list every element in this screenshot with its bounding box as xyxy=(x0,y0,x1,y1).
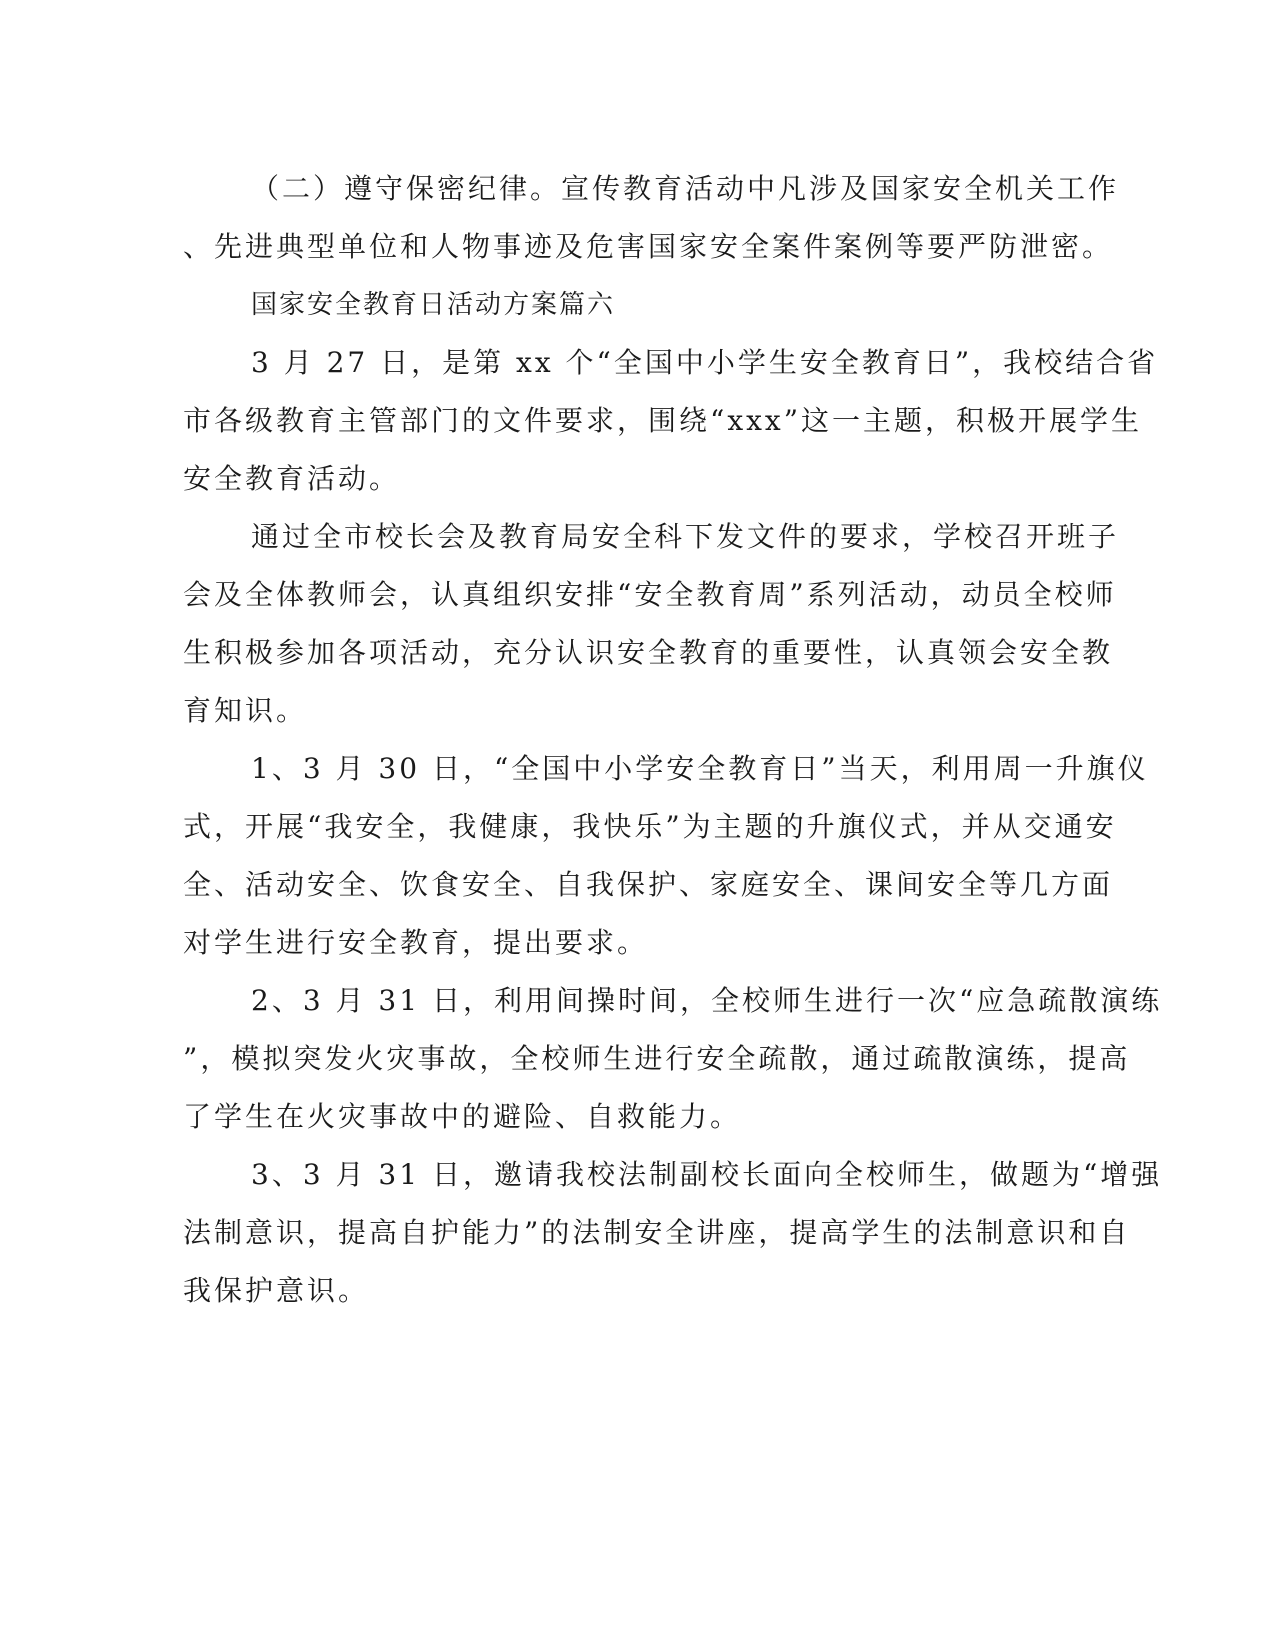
paragraph-line: 法制意识，提高自护能力”的法制安全讲座，提高学生的法制意识和自 xyxy=(183,1216,1131,1249)
paragraph-line: 会及全体教师会，认真组织安排“安全教育周”系列活动，动员全校师 xyxy=(183,578,1117,611)
paragraph-line: 3、3 月 31 日，邀请我校法制副校长面向全校师生，做题为“增强 xyxy=(251,1158,1163,1191)
paragraph-line: 3 月 27 日，是第 xx 个“全国中小学生安全教育日”，我校结合省 xyxy=(251,346,1159,379)
paragraph-line: 2、3 月 31 日，利用间操时间，全校师生进行一次“应急疏散演练 xyxy=(251,984,1163,1017)
paragraph-line: ”，模拟突发火灾事故，全校师生进行安全疏散，通过疏散演练，提高 xyxy=(183,1042,1131,1075)
paragraph-line: 通过全市校长会及教育局安全科下发文件的要求，学校召开班子 xyxy=(251,520,1120,553)
paragraph-line: 、先进典型单位和人物事迹及危害国家安全案件案例等要严防泄密。 xyxy=(183,230,1114,263)
section-heading: 国家安全教育日活动方案篇六 xyxy=(251,290,616,320)
paragraph-line: 全、活动安全、饮食安全、自我保护、家庭安全、课间安全等几方面 xyxy=(183,868,1114,901)
paragraph-line: 对学生进行安全教育，提出要求。 xyxy=(183,926,649,959)
paragraph-line: 安全教育活动。 xyxy=(183,462,401,495)
paragraph-line: 市各级教育主管部门的文件要求，围绕“xxx”这一主题，积极开展学生 xyxy=(183,404,1143,437)
document-body xyxy=(183,160,1163,1320)
paragraph-line: 了学生在火灾事故中的避险、自救能力。 xyxy=(183,1100,742,1133)
paragraph-line: 1、3 月 30 日，“全国中小学安全教育日”当天，利用周一升旗仪 xyxy=(251,752,1149,785)
paragraph-line: 生积极参加各项活动，充分认识安全教育的重要性，认真领会安全教 xyxy=(183,636,1114,669)
paragraph-line: 我保护意识。 xyxy=(183,1274,370,1307)
paragraph-line: （二）遵守保密纪律。宣传教育活动中凡涉及国家安全机关工作 xyxy=(251,172,1120,205)
paragraph-line: 育知识。 xyxy=(183,694,308,727)
paragraph-line: 式，开展“我安全，我健康，我快乐”为主题的升旗仪式，并从交通安 xyxy=(183,810,1117,843)
